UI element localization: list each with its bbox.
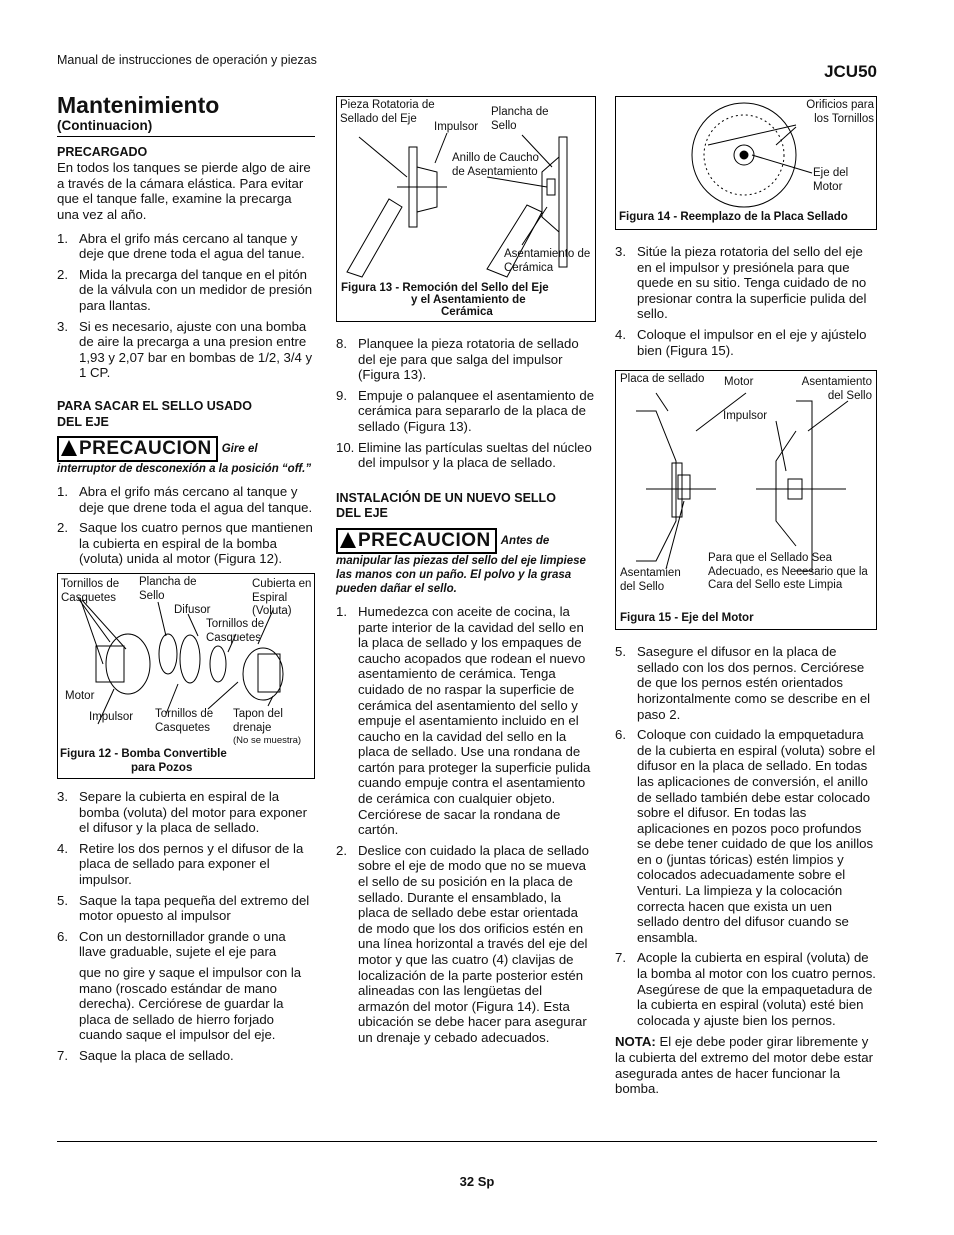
- column-1: [57, 92, 315, 1070]
- warning-block: PRECAUCION Gire el interruptor de desconexión a la posición “off.”: [57, 438, 312, 476]
- nota-text: El eje debe poder girar libremente y la cubierta del extremo del motor debe estar asegurada antes de hacer funcionar la bomba.: [615, 1034, 874, 1097]
- precargado-heading: PRECARGADO: [57, 144, 148, 159]
- list-item: 2. Mida la precarga del tanque en el pitón de la válvula con un medidor de presión para llantas.: [57, 266, 313, 313]
- instalacion-heading: INSTALACIÓN DE UN NUEVO SELLO DEL EJE: [336, 490, 556, 521]
- list-item: 6. Con un destornillador grande o una llave graduable, sujete el eje para: [57, 928, 286, 960]
- figure-14: [615, 96, 877, 230]
- fig13-label: Pieza Rotatoria de Sellado del Eje: [340, 99, 435, 125]
- figure-12: [57, 573, 315, 779]
- instalacion-steps-c: [615, 644, 877, 1028]
- section-title: Mantenimiento: [57, 92, 220, 118]
- sacar-steps-c: [336, 336, 596, 471]
- column-3: [615, 96, 877, 1105]
- list-item: 4. Retire los dos pernos y el difusor de la placa de sellado para exponer el impulsor.: [57, 840, 304, 888]
- page-number: 32 Sp: [459, 1174, 495, 1189]
- figure-13: [336, 96, 596, 322]
- list-item: 3. Separe la cubierta en espiral de la bomba (voluta) del motor para exponer el difusor y la placa de sellado.: [57, 789, 307, 836]
- fig15-label: Impulsor: [723, 410, 768, 423]
- model-number: JCU50: [824, 62, 877, 81]
- figure-caption: Figura 12 - Bomba Convertible: [60, 748, 227, 761]
- figure-caption: Figura 13 - Remoción del Sello del Eje: [341, 282, 549, 294]
- fig12-label: Tornillos de Casquetes: [155, 708, 214, 734]
- fig13-label: Impulsor: [434, 121, 479, 133]
- fig13-label: Anillo de Caucho de Asentamiento: [452, 152, 539, 178]
- list-item: 1. Abra el grifo más cercano al tanque y deje que drene toda el agua del tanue.: [57, 230, 305, 262]
- fig12-label: Difusor: [174, 604, 211, 617]
- list-item: 10. Elimine las partículas sueltas del núcleo del impulsor y la placa de sellado.: [336, 439, 592, 471]
- fig12-label: Tornillos de Casquetes: [206, 618, 265, 644]
- list-item: que no gire y saque el impulsor con la mano (roscado estándar de mano derecha). Cerciórese de guardar la placa de sellado de hierro forjado cuando saque el impulsor del eje.: [79, 965, 302, 1043]
- fig15-label: Asentamiento del Sello: [801, 376, 872, 402]
- fig13-label: Asentamiento de Cerámica: [504, 248, 591, 274]
- sacar-steps-b: [57, 789, 315, 1064]
- list-item: 4. Coloque el impulsor en el eje y ajústelo bien (Figura 15).: [615, 326, 867, 358]
- fig14-label: Orificios para los Tornillos: [806, 99, 874, 125]
- list-item: 7. Acople la cubierta en espiral (voluta) de la bomba al motor con los cuatro pernos. Asegúrese de que la empaquetadura de la cubierta en espiral (voluta) esté bien colocada y ajuste bien los pernos.: [615, 950, 876, 1028]
- list-item: 5. Saque la tapa pequeña del extremo del motor opuesto al impulsor: [57, 892, 310, 924]
- fig14-label: Eje del Motor: [813, 167, 849, 193]
- figure-caption: para Pozos: [131, 762, 193, 775]
- figure-15: [615, 370, 877, 630]
- fig12-label: (No se muestra): [233, 735, 302, 747]
- precargado-intro: En todos los tanques se pierde algo de aire a través de la cámara elástica. Para evitar que el tanque falle, examine la precarga una vez al año.: [57, 160, 311, 222]
- manual-title: Manual de instrucciones de operación y piezas: [57, 53, 317, 67]
- instalacion-steps-b: [615, 244, 877, 358]
- figure-caption: Cerámica: [441, 306, 493, 318]
- footer-divider: [57, 1141, 877, 1142]
- fig12-label: Tapon del drenaje: [233, 708, 283, 734]
- figure-caption: Figura 15 - Eje del Motor: [620, 612, 754, 625]
- instalacion-steps-a: [336, 604, 596, 1046]
- nota-label: NOTA:: [615, 1034, 656, 1050]
- sacar-heading: PARA SACAR EL SELLO USADO DEL EJE: [57, 398, 252, 429]
- caution-badge: PRECAUCION: [57, 436, 218, 462]
- fig15-label: Asentamien del Sello: [620, 567, 681, 593]
- list-item: 1. Abra el grifo más cercano al tanque y deje que drene toda el agua del tanque.: [57, 484, 313, 515]
- fig15-label: Para que el Sellado Sea Adecuado, es Necesario que la Cara del Sello este Limpia: [708, 552, 868, 592]
- fig12-label: Cubierta en Espiral (Voluta): [252, 578, 312, 618]
- fig12-label: Plancha de Sello: [139, 576, 197, 602]
- column-2: [336, 96, 596, 1052]
- section-subtitle: (Continuacion): [57, 118, 315, 137]
- fig13-label: Plancha de Sello: [491, 106, 549, 132]
- list-item: 6. Coloque con cuidado la empquetadura de la cubierta en espiral (voluta) sobre el difusor en la placa de sellado. En todas las aplicaciones de conversión, el anillo de sellado también debe estar colocado sobre el difusor. En todas las aplicaciones en pozos poco profundos se debe tener cuidado de que los anillos en o (juntas tóricas) estén limpios y colocados adecuadamente sobre el Venturi. La limpieza y la colocación correcta hacen que exista un uen sellado dentro del difusor cuando se ensambla.: [615, 727, 876, 945]
- fig15-label: Placa de sellado: [620, 373, 705, 386]
- list-item: 5. Sasegure el difusor en la placa de sellado con los dos pernos. Cerciórese de que los pernos estén orientados horizontalmente como se describe en el paso 2.: [615, 644, 871, 722]
- list-item: 8. Planquee la pieza rotatoria de sellado del eje para que salga del impulsor (Figura 13).: [336, 336, 579, 383]
- list-item: 3. Sitúe la pieza rotatoria del sello del eje en el impulsor y presiónela para que quede en su sitio. Tenga cuidado de no presionar contra la superficie pulida del sello.: [615, 244, 867, 322]
- nota-paragraph: [615, 1034, 877, 1096]
- warning-block: PRECAUCION Antes de manipular las piezas del sello del eje limpiese las manos con un paño. El polvo y la grasa pueden dañar el sello.: [336, 529, 586, 595]
- figure-caption: Figura 14 - Reemplazo de la Placa Sellado: [619, 211, 848, 223]
- list-item: 7. Saque la placa de sellado.: [57, 1047, 234, 1063]
- list-item: 9. Empuje o palanquee el asentamiento de cerámica para separarlo de la placa de sellado (Figura 13).: [336, 387, 595, 434]
- list-item: 3. Si es necesario, ajuste con una bomba de aire la precarga a una presion entre 1,93 y 2,07 bar en bombas de 1/2, 3/4 y 1 CP.: [57, 318, 313, 381]
- list-item: 1. Humedezca con aceite de cocina, la parte interior de la cavidad del sello en la placa de sellado y los empaques de caucho acopados que rodean el nuevo asentamiento de cerámica. Tenga cuidado de no raspar la superficie de cerámica del asentamiento del sello y empuje el asentamiento incluido en el caucho en la cavidad del sello en la placa de sellado. Use una rondana de cartón para proteger la superficie pulida cuando empuje contra el asentamiento de cerámica con cualquier objeto. Cerciórese de sacar la rondana de cartón.: [336, 603, 591, 838]
- warning-triangle-icon: [61, 440, 77, 456]
- fig12-label: Impulsor: [89, 711, 134, 724]
- warning-triangle-icon: [340, 532, 356, 548]
- precargado-steps: [57, 231, 315, 381]
- figure-caption: y el Asentamiento de: [411, 294, 526, 306]
- list-item: 2. Saque los cuatro pernos que mantienen la cubierta en espiral de la bomba (voluta) unida al motor (Figura 12).: [57, 520, 313, 567]
- sacar-steps-a: [57, 484, 315, 567]
- fig15-label: Motor: [724, 376, 754, 389]
- list-item: 2. Deslice con cuidado la placa de sellado sobre el eje de modo que no se mueva el sello de su posición en la placa de sellado. Durante el ensamblado, la placa de sellado debe estar orientada de modo que los dos orificios estén en una línea horizontal a través del eje del motor y que las cuatro (4) clavijas de localización de la parte posterior estén alineadas con las lengüetas del armazón del motor (Figura 14). Esta ubicación se debe hacer para asegurar un drenaje y cebado adecuados.: [336, 842, 589, 1045]
- caution-badge: PRECAUCION: [336, 528, 497, 554]
- fig12-label: Tornillos de Casquetes: [61, 578, 120, 604]
- fig12-label: Motor: [65, 690, 95, 703]
